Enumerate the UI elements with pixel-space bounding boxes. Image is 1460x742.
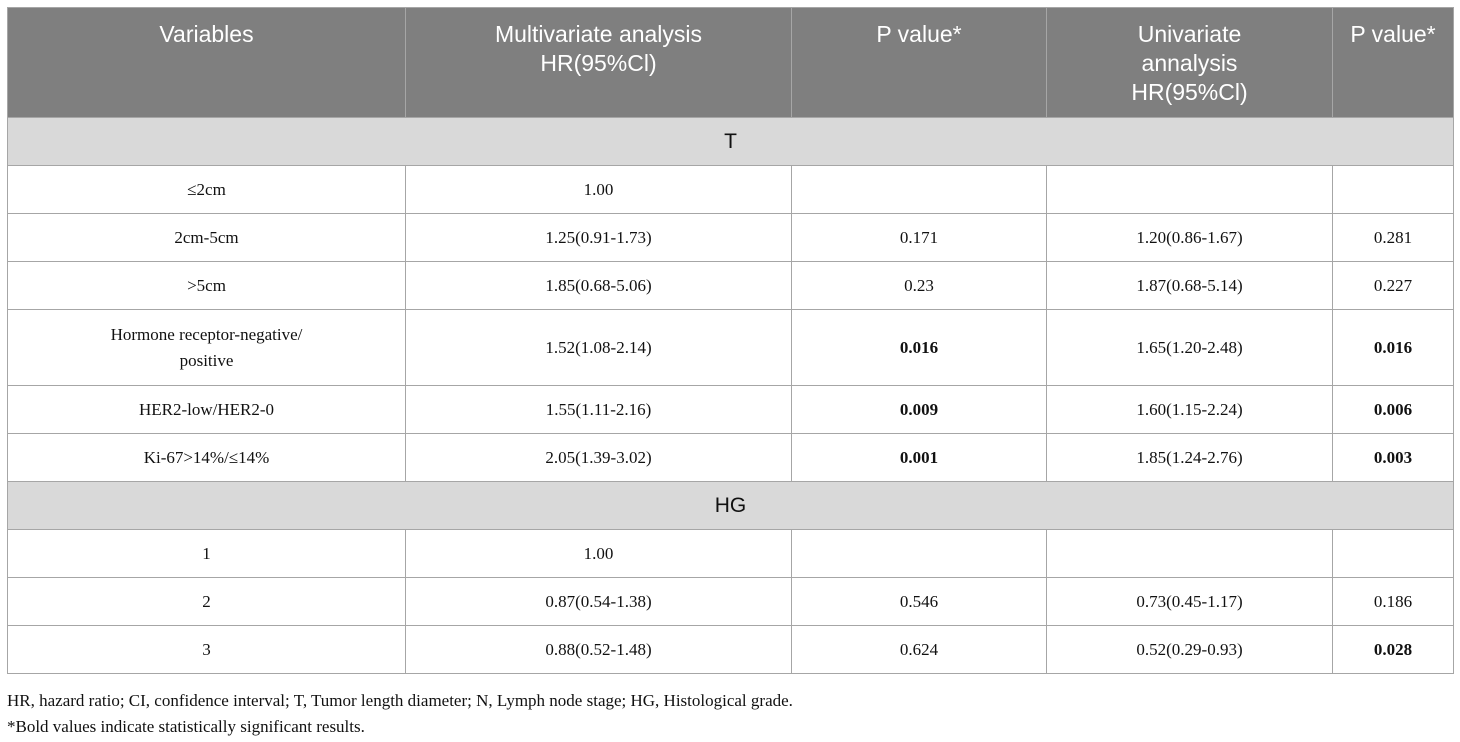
header-text: HR(95%Cl): [540, 50, 657, 76]
table-row: [8, 434, 1454, 482]
table-row: [8, 166, 1454, 214]
variable-cell: [8, 214, 406, 262]
variable-label: 2: [202, 591, 211, 611]
univariate-hr-cell: 1.85(1.24-2.76): [1047, 434, 1333, 482]
multivariate-p-value-cell: 0.171: [792, 214, 1047, 262]
variable-label: 1: [202, 543, 211, 563]
table-row: [8, 214, 1454, 262]
multivariate-hr-cell: 2.05(1.39-3.02): [406, 434, 792, 482]
univariate-hr-cell: 1.65(1.20-2.48): [1047, 310, 1333, 386]
univariate-p-value-cell: 0.006: [1333, 386, 1454, 434]
multivariate-hr-cell: 0.87(0.54-1.38): [406, 578, 792, 626]
section-header-row: [8, 482, 1454, 530]
variable-label: 2cm-5cm: [174, 227, 239, 247]
multivariate-hr-cell: 1.25(0.91-1.73): [406, 214, 792, 262]
variable-cell: [8, 434, 406, 482]
univariate-p-value-cell: [1333, 530, 1454, 578]
header-text: Variables: [159, 21, 254, 47]
section-title: HG: [8, 482, 1454, 530]
section-title: T: [8, 118, 1454, 166]
table-row: [8, 262, 1454, 310]
multivariate-hr-cell: 1.00: [406, 530, 792, 578]
variable-label: ≤2cm: [187, 179, 226, 199]
header-variables: [8, 8, 406, 118]
univariate-p-value-cell: 0.281: [1333, 214, 1454, 262]
table-row: [8, 530, 1454, 578]
univariate-p-value-cell: 0.186: [1333, 578, 1454, 626]
multivariate-p-value-cell: 0.546: [792, 578, 1047, 626]
results-table: [7, 7, 1454, 674]
variable-label: positive: [179, 350, 234, 370]
variable-cell: [8, 578, 406, 626]
footnote-significance: *Bold values indicate statistically significant results.: [7, 717, 365, 736]
univariate-hr-cell: 1.20(0.86-1.67): [1047, 214, 1333, 262]
footnote-abbreviations: HR, hazard ratio; CI, confidence interval; T, Tumor length diameter; N, Lymph node stage; HG, Histological grade.: [7, 691, 793, 710]
multivariate-hr-cell: 1.52(1.08-2.14): [406, 310, 792, 386]
header-text: annalysis: [1141, 50, 1238, 76]
multivariate-p-value-cell: 0.23: [792, 262, 1047, 310]
variable-label: Hormone receptor-negative/: [110, 324, 303, 344]
header-multivariate: [406, 8, 792, 118]
multivariate-p-value-cell: 0.001: [792, 434, 1047, 482]
table-header: [8, 8, 1454, 118]
header-row: [8, 8, 1454, 118]
variable-cell: [8, 386, 406, 434]
header-p-value-multi: [792, 8, 1047, 118]
variable-cell: [8, 530, 406, 578]
footnotes: [7, 688, 793, 740]
header-univariate: [1047, 8, 1333, 118]
header-p-value-uni: [1333, 8, 1454, 118]
multivariate-p-value-cell: 0.009: [792, 386, 1047, 434]
multivariate-p-value-cell: 0.624: [792, 626, 1047, 674]
variable-label: HER2-low/HER2-0: [138, 399, 275, 419]
multivariate-p-value-cell: [792, 166, 1047, 214]
header-text: Univariate: [1137, 21, 1242, 47]
multivariate-hr-cell: 1.00: [406, 166, 792, 214]
multivariate-p-value-cell: [792, 530, 1047, 578]
variable-label: Ki-67>14%/≤14%: [143, 447, 270, 467]
header-text: P value*: [876, 21, 962, 47]
variable-label: 3: [202, 639, 211, 659]
variable-cell: [8, 262, 406, 310]
header-text: Multivariate analysis: [494, 21, 703, 47]
multivariate-hr-cell: 1.85(0.68-5.06): [406, 262, 792, 310]
univariate-hr-cell: [1047, 530, 1333, 578]
univariate-hr-cell: 1.87(0.68-5.14): [1047, 262, 1333, 310]
univariate-hr-cell: 0.52(0.29-0.93): [1047, 626, 1333, 674]
header-text: P value*: [1350, 21, 1436, 47]
header-text: HR(95%Cl): [1131, 79, 1248, 105]
variable-cell: [8, 310, 406, 386]
univariate-hr-cell: 1.60(1.15-2.24): [1047, 386, 1333, 434]
univariate-p-value-cell: 0.028: [1333, 626, 1454, 674]
univariate-p-value-cell: [1333, 166, 1454, 214]
table-row: [8, 578, 1454, 626]
variable-cell: [8, 166, 406, 214]
multivariate-hr-cell: 0.88(0.52-1.48): [406, 626, 792, 674]
univariate-p-value-cell: 0.003: [1333, 434, 1454, 482]
table-row: [8, 626, 1454, 674]
multivariate-hr-cell: 1.55(1.11-2.16): [406, 386, 792, 434]
univariate-hr-cell: [1047, 166, 1333, 214]
variable-label: >5cm: [187, 275, 226, 295]
univariate-p-value-cell: 0.227: [1333, 262, 1454, 310]
table-row: [8, 386, 1454, 434]
univariate-hr-cell: 0.73(0.45-1.17): [1047, 578, 1333, 626]
variable-cell: [8, 626, 406, 674]
section-header-row: [8, 118, 1454, 166]
table-row: [8, 310, 1454, 386]
table-body: [8, 118, 1454, 674]
univariate-p-value-cell: 0.016: [1333, 310, 1454, 386]
multivariate-p-value-cell: 0.016: [792, 310, 1047, 386]
